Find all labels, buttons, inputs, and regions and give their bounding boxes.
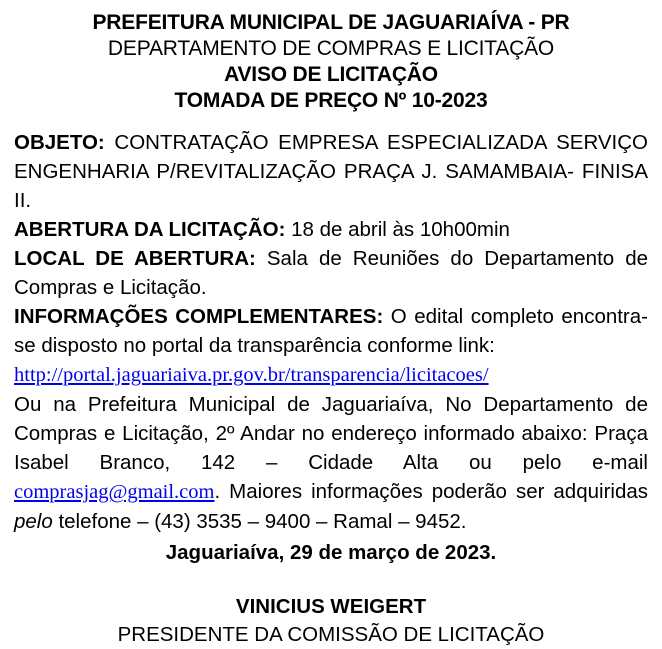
abertura-label: ABERTURA DA LICITAÇÃO: <box>14 218 286 241</box>
objeto-label: OBJETO: <box>14 131 105 154</box>
header-line-bid-number: TOMADA DE PREÇO Nº 10-2023 <box>174 89 488 112</box>
paragraph-local <box>14 244 648 302</box>
objeto-text: CONTRATAÇÃO EMPRESA ESPECIALIZADA SERVIÇO ENGENHARIA P/REVITALIZAÇÃO PRAÇA J. SAMAMBAIA- FINISA II. <box>14 131 648 212</box>
abertura-text: 18 de abril às 10h00min <box>285 218 510 241</box>
paragraph-contact <box>14 390 648 536</box>
header-line-municipality: PREFEITURA MUNICIPAL DE JAGUARIAÍVA - PR <box>92 11 570 34</box>
contact-text-after-email: . Maiores informações poderão ser adquiridas <box>214 480 648 503</box>
document-header <box>14 10 648 114</box>
header-line-department: DEPARTAMENTO DE COMPRAS E LICITAÇÃO <box>107 37 555 60</box>
paragraph-informacoes <box>14 302 648 360</box>
signature-block <box>14 593 648 649</box>
header-line-notice: AVISO DE LICITAÇÃO <box>224 63 438 86</box>
signature-name: VINICIUS WEIGERT <box>235 595 427 618</box>
paragraph-link <box>14 360 648 390</box>
document-body <box>14 128 648 567</box>
transparency-portal-link[interactable]: http://portal.jaguariaiva.pr.gov.br/transparencia/licitacoes/ <box>14 364 489 386</box>
contact-text-before-email: Ou na Prefeitura Municipal de Jaguariaíva, No Departamento de Compras e Licitação, 2º Andar no endereço informado abaixo: Praça Isabel Branco, 142 – Cidade Alta ou pelo e-mail <box>14 393 648 474</box>
informacoes-label: INFORMAÇÕES COMPLEMENTARES: <box>14 305 384 328</box>
signature-role: PRESIDENTE DA COMISSÃO DE LICITAÇÃO <box>117 623 545 646</box>
paragraph-abertura <box>14 215 648 244</box>
paragraph-objeto <box>14 128 648 215</box>
contact-phone-text: telefone – (43) 3535 – 9400 – Ramal – 9452. <box>52 510 467 533</box>
informacoes-text: O edital completo encontra-se disposto no portal da transparência conforme link: <box>14 305 648 357</box>
city-date: Jaguariaíva, 29 de março de 2023. <box>165 541 497 564</box>
local-text: Sala de Reuniões do Departamento de Compras e Licitação. <box>14 247 648 299</box>
local-label: LOCAL DE ABERTURA: <box>14 247 256 270</box>
email-link[interactable]: comprasjag@gmail.com <box>14 481 215 503</box>
contact-italic-word: pelo <box>14 510 53 533</box>
